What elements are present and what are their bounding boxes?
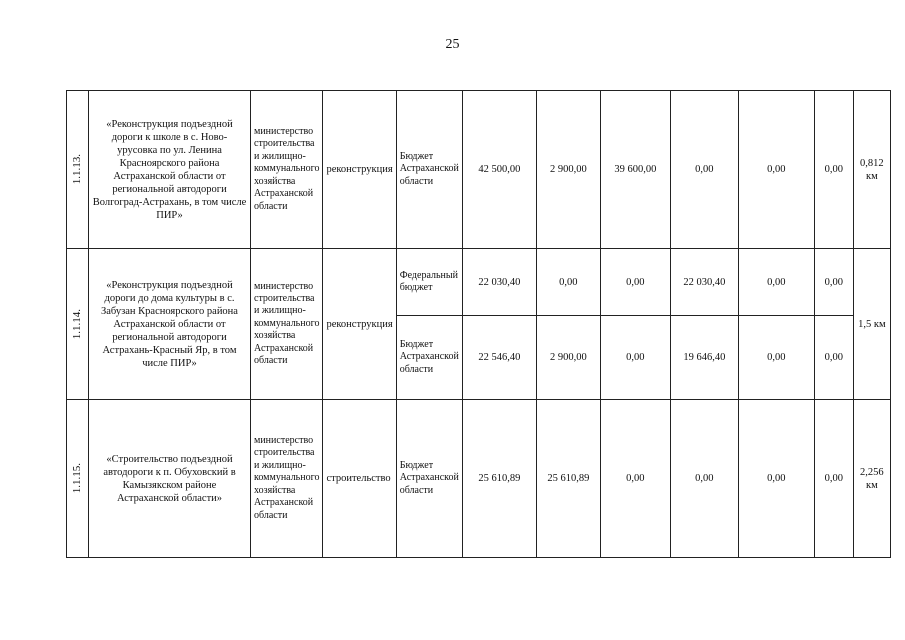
road-length: 2,256 км — [853, 400, 890, 558]
amount-year-1: 25 610,89 — [536, 400, 600, 558]
funding-source: Бюджет Астраханской области — [396, 316, 462, 400]
table-row — [67, 91, 891, 249]
row-number: 1.1.15. — [71, 463, 83, 494]
amount-year-1: 2 900,00 — [536, 316, 600, 400]
row-number: 1.1.14. — [71, 308, 83, 340]
amount-year-3: 0,00 — [670, 400, 738, 558]
road-length: 1,5 км — [853, 249, 890, 400]
amount-year-3: 0,00 — [670, 91, 738, 249]
funding-source: Бюджет Астраханской области — [396, 91, 462, 249]
amount-year-2: 0,00 — [600, 249, 670, 316]
amount-year-4: 0,00 — [738, 249, 814, 316]
work-type: реконструкция — [323, 91, 396, 249]
amount-year-4: 0,00 — [738, 91, 814, 249]
amount-year-1: 0,00 — [536, 249, 600, 316]
work-type: строительство — [323, 400, 396, 558]
activity-name: «Реконструкция подъездной дороги к школе в с. Ново-урусовка по ул. Ленина Красноярского района Астраханской области от региональной автодороги Волгоград-Астрахань, в том числе ПИР» — [89, 91, 251, 249]
row-number-cell — [67, 249, 89, 400]
amount-year-5: 0,00 — [814, 91, 853, 249]
amount-year-3: 22 030,40 — [670, 249, 738, 316]
amount-total: 22 546,40 — [462, 316, 536, 400]
page-number: 25 — [445, 37, 460, 52]
road-length: 0,812 км — [853, 91, 890, 249]
executor: министерство строительства и жилищно-коммунального хозяйства Астраханской области — [251, 91, 323, 249]
amount-year-2: 39 600,00 — [600, 91, 670, 249]
activity-name: «Реконструкция подъездной дороги до дома культуры в с. Забузан Красноярского района Астраханской области от региональной автодороги Астрахань-Красный Яр, в том числе ПИР» — [89, 249, 251, 400]
work-type: реконструкция — [323, 249, 396, 400]
executor: министерство строительства и жилищно-коммунального хозяйства Астраханской области — [251, 249, 323, 400]
amount-year-5: 0,00 — [814, 249, 853, 316]
amount-year-3: 19 646,40 — [670, 316, 738, 400]
amount-year-1: 2 900,00 — [536, 91, 600, 249]
row-number-cell — [67, 400, 89, 558]
row-number-cell — [67, 91, 89, 249]
program-table — [66, 90, 891, 558]
funding-source: Федеральный бюджет — [396, 249, 462, 316]
amount-year-2: 0,00 — [600, 316, 670, 400]
amount-year-4: 0,00 — [738, 400, 814, 558]
executor: министерство строительства и жилищно-коммунального хозяйства Астраханской области — [251, 400, 323, 558]
amount-total: 22 030,40 — [462, 249, 536, 316]
funding-source: Бюджет Астраханской области — [396, 400, 462, 558]
row-number: 1.1.13. — [71, 154, 83, 185]
activity-name: «Строительство подъездной автодороги к п. Обуховский в Камызякском районе Астраханской области» — [89, 400, 251, 558]
amount-total: 42 500,00 — [462, 91, 536, 249]
amount-year-4: 0,00 — [738, 316, 814, 400]
amount-year-5: 0,00 — [814, 316, 853, 400]
amount-year-5: 0,00 — [814, 400, 853, 558]
table-row — [67, 400, 891, 558]
amount-year-2: 0,00 — [600, 400, 670, 558]
amount-total: 25 610,89 — [462, 400, 536, 558]
table-row — [67, 249, 891, 316]
